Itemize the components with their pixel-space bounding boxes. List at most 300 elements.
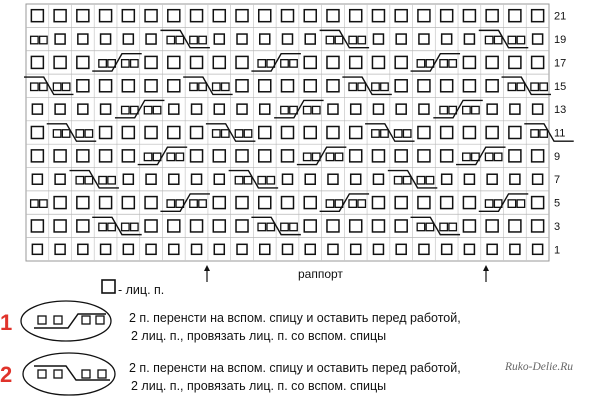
- cable-stitch: [131, 60, 139, 67]
- cable-stitch: [235, 176, 243, 184]
- knit-stitch: [236, 220, 248, 232]
- knit-stitch: [442, 244, 452, 254]
- cable-stitch: [258, 176, 266, 184]
- knit-stitch: [123, 34, 133, 44]
- knit-stitch: [31, 127, 43, 139]
- cable-stitch: [213, 130, 221, 138]
- cable-stitch: [176, 36, 184, 44]
- cable-stitch: [508, 36, 516, 44]
- knit-stitch: [532, 56, 544, 68]
- knit-stitch: [372, 150, 384, 162]
- knit-stitch: [32, 244, 42, 254]
- cable-stitch: [190, 200, 198, 208]
- cable-stitch: [222, 130, 230, 138]
- knit-stitch: [214, 34, 224, 44]
- knit-stitch: [304, 127, 316, 139]
- knit-stitch: [213, 56, 225, 68]
- knit-stitch: [146, 34, 156, 44]
- cable-stitch: [394, 130, 402, 138]
- knit-stitch: [373, 104, 383, 114]
- knit-stitch: [213, 10, 225, 22]
- knit-stitch: [533, 174, 543, 184]
- row-number: 5: [554, 197, 561, 210]
- knit-stitch: [282, 197, 294, 209]
- knit-stitch: [78, 104, 88, 114]
- cable-stitch: [40, 200, 48, 208]
- knit-stitch: [395, 220, 407, 232]
- cable-stitch: [85, 176, 93, 184]
- knit-stitch: [260, 34, 270, 44]
- cable-stitch: [108, 176, 116, 184]
- knit-stitch: [487, 244, 497, 254]
- knit-stitch: [395, 56, 407, 68]
- cable-stitch: [281, 223, 289, 231]
- knit-stitch: [54, 56, 66, 68]
- knit-stitch: [441, 150, 453, 162]
- knit-stitch: [259, 10, 271, 22]
- cable-stitch: [517, 200, 525, 208]
- knit-stitch: [122, 10, 134, 22]
- knit-stitch: [509, 127, 521, 139]
- cable-stitch: [40, 83, 48, 91]
- cable-symbol-1: [14, 292, 124, 352]
- cable-stitch: [426, 223, 434, 231]
- knit-stitch: [100, 197, 112, 209]
- knit-stitch: [463, 127, 475, 139]
- knit-stitch: [441, 127, 453, 139]
- cable-stitch: [167, 36, 175, 44]
- cable-stitch: [267, 176, 275, 184]
- knit-stitch: [486, 56, 498, 68]
- cable-stitch: [222, 83, 230, 91]
- cable-stitch: [281, 106, 289, 114]
- knit-stitch: [350, 10, 362, 22]
- knit-stitch: [509, 56, 521, 68]
- cable-stitch: [335, 153, 343, 161]
- cable-stitch: [108, 223, 116, 231]
- cable-stitch: [403, 176, 411, 184]
- knit-stitch: [418, 127, 430, 139]
- cable-stitch: [190, 83, 198, 91]
- row-number: 11: [554, 127, 566, 140]
- legend-number-2: 2: [0, 362, 13, 387]
- cable-stitch: [381, 83, 389, 91]
- knit-stitch: [145, 197, 157, 209]
- knit-stitch: [100, 10, 112, 22]
- rapport-arrow-head: [483, 265, 489, 271]
- cable-stitch: [213, 83, 221, 91]
- knit-stitch: [418, 10, 430, 22]
- knit-stitch: [191, 150, 203, 162]
- cable-stitch: [244, 176, 252, 184]
- cable-stitch: [144, 153, 152, 161]
- cable-stitch: [472, 106, 480, 114]
- knit-stitch: [78, 244, 88, 254]
- knit-stitch: [259, 80, 271, 92]
- row-number: 13: [554, 104, 567, 117]
- knit-stitch: [32, 174, 42, 184]
- knit-stitch: [192, 174, 202, 184]
- cable-stitch: [303, 153, 311, 161]
- knit-stitch: [55, 34, 65, 44]
- knit-stitch: [237, 34, 247, 44]
- cable-stitch: [167, 153, 175, 161]
- knit-stitch: [260, 104, 270, 114]
- cable-stitch: [485, 36, 493, 44]
- cable-stitch: [153, 106, 161, 114]
- knit-stitch: [395, 197, 407, 209]
- cable-stitch: [31, 200, 39, 208]
- cable-stitch: [199, 83, 207, 91]
- knit-stitch: [532, 197, 544, 209]
- knit-stitch: [442, 174, 452, 184]
- knit-stitch: [304, 220, 316, 232]
- cable-stitch: [485, 200, 493, 208]
- cable-stitch: [312, 106, 320, 114]
- knit-stitch: [486, 80, 498, 92]
- knit-stitch: [327, 220, 339, 232]
- cable-stitch: [372, 83, 380, 91]
- knit-stitch: [419, 34, 429, 44]
- knit-stitch: [101, 244, 111, 254]
- cable-stitch: [358, 200, 366, 208]
- cable-stitch: [85, 130, 93, 138]
- knit-stitch: [168, 220, 180, 232]
- knit-stitch: [351, 174, 361, 184]
- knit-stitch: [168, 127, 180, 139]
- cable-stitch: [326, 153, 334, 161]
- knit-stitch: [214, 104, 224, 114]
- row-number: 9: [554, 150, 561, 163]
- knit-stitch: [191, 127, 203, 139]
- knit-stitch: [55, 104, 65, 114]
- knit-stitch: [419, 104, 429, 114]
- knit-stitch: [283, 34, 293, 44]
- knit-stitch: [395, 80, 407, 92]
- knit-stitch: [192, 104, 202, 114]
- cable-stitch: [417, 176, 425, 184]
- knit-stitch-label: - лиц. п.: [118, 283, 165, 297]
- cable-stitch: [358, 83, 366, 91]
- knit-stitch: [191, 10, 203, 22]
- knit-stitch: [350, 56, 362, 68]
- knit-stitch: [509, 220, 521, 232]
- knit-stitch: [351, 104, 361, 114]
- knit-stitch: [55, 174, 65, 184]
- knit-stitch: [509, 150, 521, 162]
- knit-stitch: [213, 150, 225, 162]
- knit-stitch: [304, 56, 316, 68]
- knit-stitch: [32, 104, 42, 114]
- knit-stitch: [54, 10, 66, 22]
- knit-stitch: [487, 174, 497, 184]
- cable-stitch: [62, 83, 70, 91]
- knit-stitch: [122, 127, 134, 139]
- knit-stitch: [372, 220, 384, 232]
- knit-stitch: [441, 10, 453, 22]
- knit-stitch: [191, 220, 203, 232]
- knit-stitch: [304, 80, 316, 92]
- knit-stitch: [418, 197, 430, 209]
- cable-stitch: [31, 36, 39, 44]
- knit-stitch: [419, 244, 429, 254]
- knit-stitch: [305, 244, 315, 254]
- cable-stitch: [303, 106, 311, 114]
- knit-stitch: [236, 197, 248, 209]
- knit-stitch: [169, 174, 179, 184]
- knit-stitch: [441, 80, 453, 92]
- knit-stitch: [31, 220, 43, 232]
- knit-stitch: [282, 80, 294, 92]
- knit-stitch: [55, 244, 65, 254]
- cable-stitch: [440, 223, 448, 231]
- cable-stitch: [199, 200, 207, 208]
- cable-stitch: [144, 106, 152, 114]
- cable-stitch: [449, 223, 457, 231]
- knit-stitch: [327, 127, 339, 139]
- cable-symbol-2: [14, 344, 129, 404]
- cable-stitch: [372, 130, 380, 138]
- knit-stitch: [101, 34, 111, 44]
- cable-stitch: [349, 83, 357, 91]
- knit-stitch: [31, 56, 43, 68]
- knit-stitch: [328, 174, 338, 184]
- knit-stitch: [169, 244, 179, 254]
- knit-stitch: [510, 104, 520, 114]
- knit-stitch: [463, 56, 475, 68]
- cable-stitch: [358, 36, 366, 44]
- cable-stitch: [449, 60, 457, 67]
- knit-stitch: [236, 10, 248, 22]
- knit-stitch: [351, 244, 361, 254]
- knit-stitch: [304, 10, 316, 22]
- knit-stitch: [237, 244, 247, 254]
- knit-stitch: [533, 34, 543, 44]
- knit-stitch: [77, 220, 89, 232]
- cable-stitch: [540, 130, 548, 138]
- knit-stitch: [259, 150, 271, 162]
- cable-stitch: [167, 200, 175, 208]
- knit-stitch: [146, 174, 156, 184]
- cable-stitch: [440, 60, 448, 67]
- knit-stitch: [532, 10, 544, 22]
- cable-stitch: [463, 153, 471, 161]
- knit-stitch: [463, 10, 475, 22]
- rapport-arrow-head: [204, 265, 210, 271]
- knit-stitch: [77, 80, 89, 92]
- row-number: 15: [554, 80, 567, 93]
- cable-stitch: [281, 60, 289, 67]
- cable-stitch: [176, 153, 184, 161]
- cable-stitch: [244, 130, 252, 138]
- legend-1-line-1: 2 п. перенсти на вспом. спицу и оставить перед работой,: [129, 311, 461, 325]
- knit-stitch: [77, 150, 89, 162]
- knit-stitch: [533, 244, 543, 254]
- knit-stitch: [236, 56, 248, 68]
- row-number: 7: [554, 174, 561, 187]
- cable-stitch: [463, 106, 471, 114]
- cable-stitch: [349, 36, 357, 44]
- knit-stitch: [373, 34, 383, 44]
- knit-stitch: [31, 10, 43, 22]
- knit-stitch: [214, 174, 224, 184]
- knit-stitch: [100, 127, 112, 139]
- knit-stitch: [464, 174, 474, 184]
- knit-stitch: [373, 244, 383, 254]
- knit-stitch: [259, 197, 271, 209]
- knit-stitch: [327, 80, 339, 92]
- knit-stitch: [464, 34, 474, 44]
- knit-stitch: [77, 10, 89, 22]
- knit-stitch: [510, 244, 520, 254]
- knit-stitch: [100, 80, 112, 92]
- legend-2-line-1: 2 п. перенсти на вспом. спицу и оставить перед работой,: [129, 361, 461, 375]
- cable-stitch: [540, 83, 548, 91]
- cable-stitch: [494, 36, 502, 44]
- knit-stitch: [282, 10, 294, 22]
- knit-stitch: [145, 220, 157, 232]
- cable-stitch: [417, 60, 425, 67]
- knit-stitch: [282, 150, 294, 162]
- knit-stitch: [54, 197, 66, 209]
- knit-stitch: [192, 244, 202, 254]
- row-number: 1: [554, 244, 561, 257]
- knit-stitch: [532, 220, 544, 232]
- knit-stitch: [101, 104, 111, 114]
- knit-stitch: [418, 150, 430, 162]
- cable-stitch: [517, 83, 525, 91]
- knit-stitch: [532, 150, 544, 162]
- knit-stitch: [372, 56, 384, 68]
- cable-stitch: [122, 223, 129, 231]
- knit-stitch: [168, 10, 180, 22]
- cable-stitch: [326, 36, 334, 44]
- cable-stitch: [440, 106, 448, 114]
- knit-stitch: [373, 174, 383, 184]
- knit-stitch: [191, 56, 203, 68]
- knit-stitch: [145, 10, 157, 22]
- cable-stitch: [235, 130, 243, 138]
- cable-stitch: [508, 200, 516, 208]
- cable-stitch: [40, 36, 48, 44]
- cable-stitch: [131, 223, 139, 231]
- cable-stitch: [326, 200, 334, 208]
- knit-stitch: [100, 150, 112, 162]
- knit-stitch: [31, 150, 43, 162]
- rapport-label: раппорт: [298, 267, 343, 281]
- cable-stitch: [99, 60, 107, 67]
- cable-stitch: [417, 223, 425, 231]
- knit-stitch: [54, 150, 66, 162]
- cable-stitch: [122, 106, 129, 114]
- cable-stitch: [485, 153, 493, 161]
- knit-stitch: [123, 244, 133, 254]
- cable-stitch: [335, 36, 343, 44]
- knit-stitch: [463, 197, 475, 209]
- knit-stitch: [418, 80, 430, 92]
- cable-stitch: [290, 60, 298, 67]
- legend-1-line-2: 2 лиц. п., провязать лиц. п. со вспом. спицы: [131, 329, 387, 343]
- cable-stitch: [517, 36, 525, 44]
- knit-stitch: [305, 34, 315, 44]
- knit-stitch: [123, 174, 133, 184]
- knit-stitch: [372, 197, 384, 209]
- cable-stitch: [99, 223, 107, 231]
- cable-stitch: [99, 176, 107, 184]
- row-number: 21: [554, 10, 567, 23]
- cable-stitch: [258, 223, 266, 231]
- knit-stitch: [145, 127, 157, 139]
- legend-2-line-2: 2 лиц. п., провязать лиц. п. со вспом. спицы: [131, 379, 387, 393]
- knit-stitch: [146, 244, 156, 254]
- knit-stitch: [487, 104, 497, 114]
- knit-stitch: [122, 197, 134, 209]
- cable-stitch: [403, 130, 411, 138]
- knit-stitch: [145, 56, 157, 68]
- cable-stitch: [381, 130, 389, 138]
- legend-number-1: 1: [0, 310, 13, 335]
- cable-stitch: [290, 223, 298, 231]
- cable-stitch: [190, 36, 198, 44]
- knit-stitch: [463, 220, 475, 232]
- knit-stitch: [463, 80, 475, 92]
- knit-stitch: [350, 150, 362, 162]
- knit-stitch: [327, 10, 339, 22]
- knit-stitch: [77, 197, 89, 209]
- row-number: 17: [554, 57, 567, 70]
- knit-stitch: [122, 150, 134, 162]
- knit-stitch: [442, 34, 452, 44]
- cable-stitch: [76, 176, 84, 184]
- knit-stitch: [350, 127, 362, 139]
- knit-stitch: [213, 220, 225, 232]
- watermark: Ruko-Delie.Ru: [505, 361, 574, 373]
- cable-stitch: [76, 130, 84, 138]
- knit-stitch: [122, 80, 134, 92]
- knit-stitch: [486, 10, 498, 22]
- knit-stitch: [78, 34, 88, 44]
- knit-stitch: [213, 197, 225, 209]
- knit-stitch: [464, 244, 474, 254]
- knit-stitch: [486, 220, 498, 232]
- knit-stitch: [395, 10, 407, 22]
- cable-stitch: [31, 83, 39, 91]
- knit-stitch: [260, 244, 270, 254]
- knit-stitch: [145, 80, 157, 92]
- knit-stitch: [328, 244, 338, 254]
- cable-stitch: [531, 130, 539, 138]
- row-number: 3: [554, 220, 561, 233]
- knit-stitch: [533, 104, 543, 114]
- cable-stitch: [53, 130, 61, 138]
- cable-stitch: [53, 83, 61, 91]
- knit-stitch: [396, 104, 406, 114]
- knit-stitch: [214, 244, 224, 254]
- knit-stitch: [305, 174, 315, 184]
- cable-stitch: [394, 176, 402, 184]
- knit-stitch: [236, 80, 248, 92]
- knit-stitch: [327, 56, 339, 68]
- knit-stitch: [236, 150, 248, 162]
- cable-stitch: [267, 223, 275, 231]
- knit-stitch: [509, 10, 521, 22]
- knit-stitch: [283, 174, 293, 184]
- knit-stitch: [372, 10, 384, 22]
- knit-stitch: [54, 220, 66, 232]
- knit-stitch: [283, 244, 293, 254]
- cable-stitch: [494, 153, 502, 161]
- cable-stitch: [62, 130, 70, 138]
